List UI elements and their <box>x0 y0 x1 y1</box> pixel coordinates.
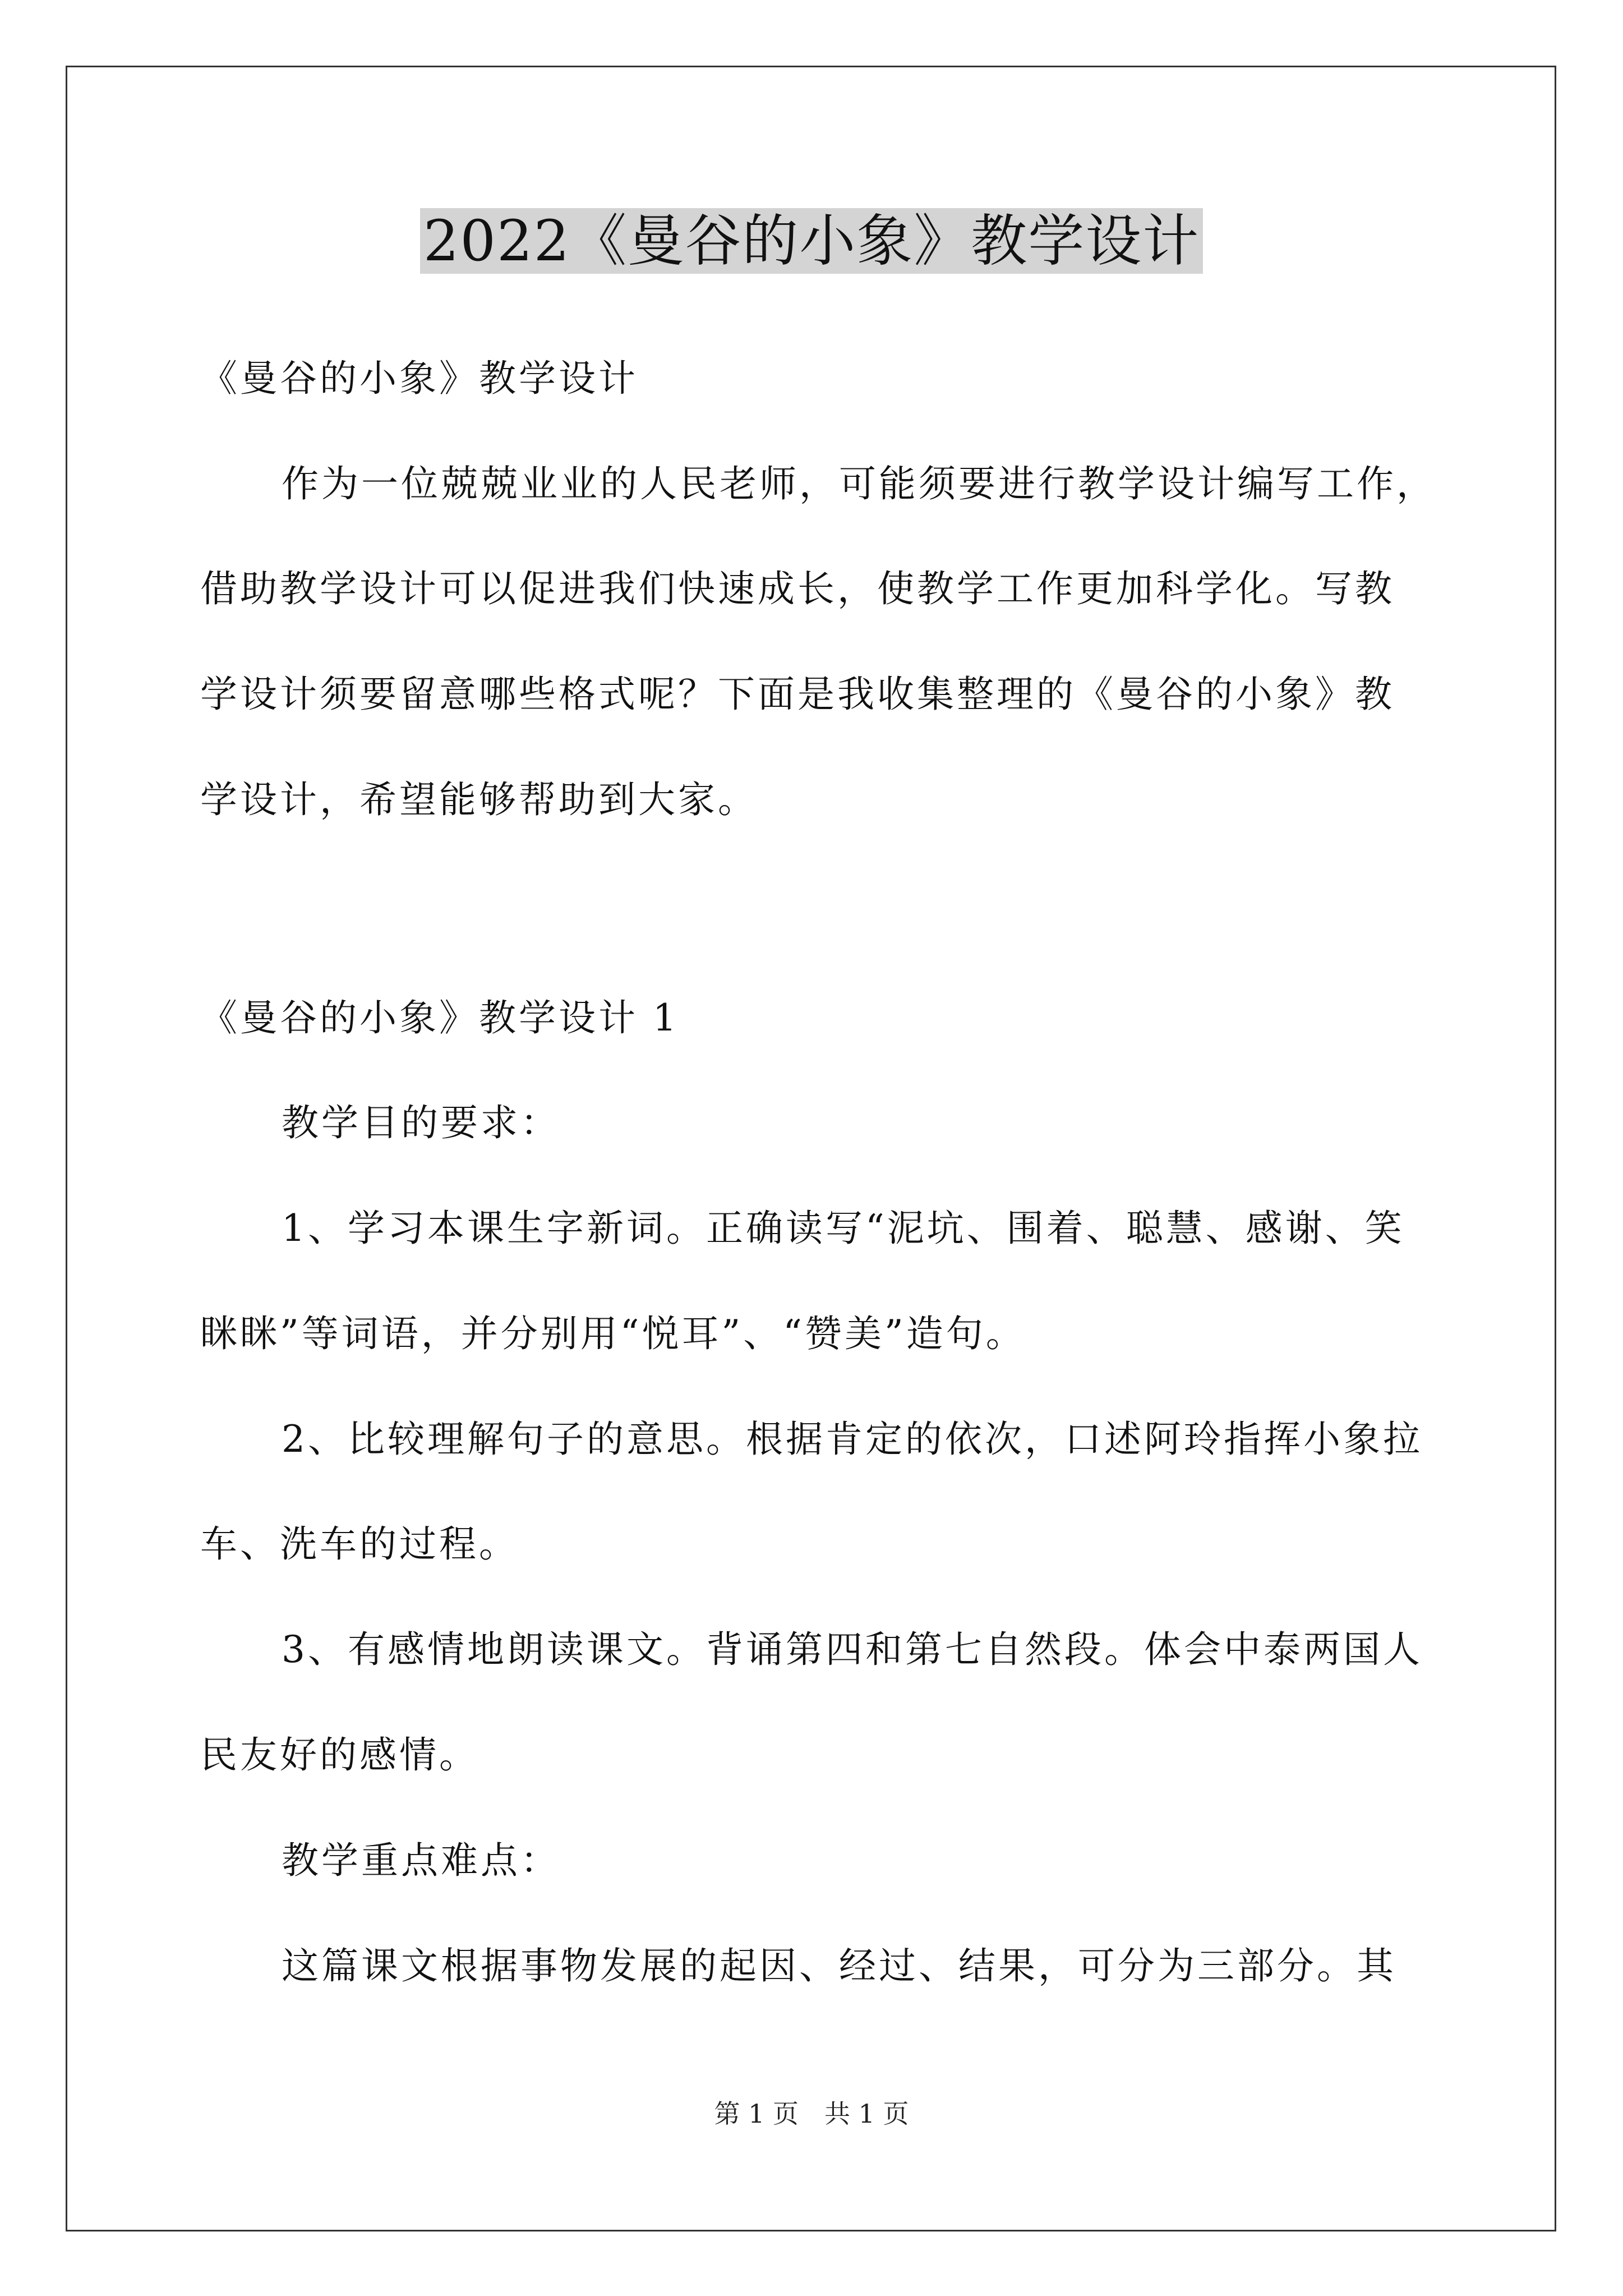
paragraph-line: 这篇课文根据事物发展的起因、经过、结果，可分为三部分。其 <box>282 1944 1396 1987</box>
paragraph-line: 眯眯”等词语，并分别用“悦耳”、“赞美”造句。 <box>200 1312 1026 1355</box>
paragraph-line: 教学重点难点： <box>282 1839 560 1882</box>
section-heading: 《曼谷的小象》教学设计 1 <box>200 996 679 1039</box>
subtitle-line: 《曼谷的小象》教学设计 <box>200 357 638 400</box>
paragraph-line: 学设计，希望能够帮助到大家。 <box>200 778 758 821</box>
paragraph-line: 3、有感情地朗读课文。背诵第四和第七自然段。体会中泰两国人 <box>282 1628 1423 1671</box>
paragraph-line: 1、学习本课生字新词。正确读写“泥坑、围着、聪慧、感谢、笑 <box>282 1207 1405 1250</box>
paragraph-line: 民友好的感情。 <box>200 1733 479 1777</box>
document-title <box>0 199 1623 283</box>
paragraph-line: 车、洗车的过程。 <box>200 1522 519 1566</box>
page-number: 第 1 页 共 1 页 <box>714 2099 909 2129</box>
paragraph-line: 借助教学设计可以促进我们快速成长，使教学工作更加科学化。写教 <box>200 567 1395 610</box>
paragraph-line: 作为一位兢兢业业的人民老师，可能须要进行教学设计编写工作， <box>282 462 1436 505</box>
document-title-text: 2022《曼谷的小象》教学设计 <box>420 208 1204 274</box>
paragraph-line: 2、比较理解句子的意思。根据肯定的依次，口述阿玲指挥小象拉 <box>282 1418 1423 1461</box>
paragraph-line: 教学目的要求： <box>282 1101 560 1144</box>
paragraph-line: 学设计须要留意哪些格式呢？下面是我收集整理的《曼谷的小象》教 <box>200 673 1395 716</box>
